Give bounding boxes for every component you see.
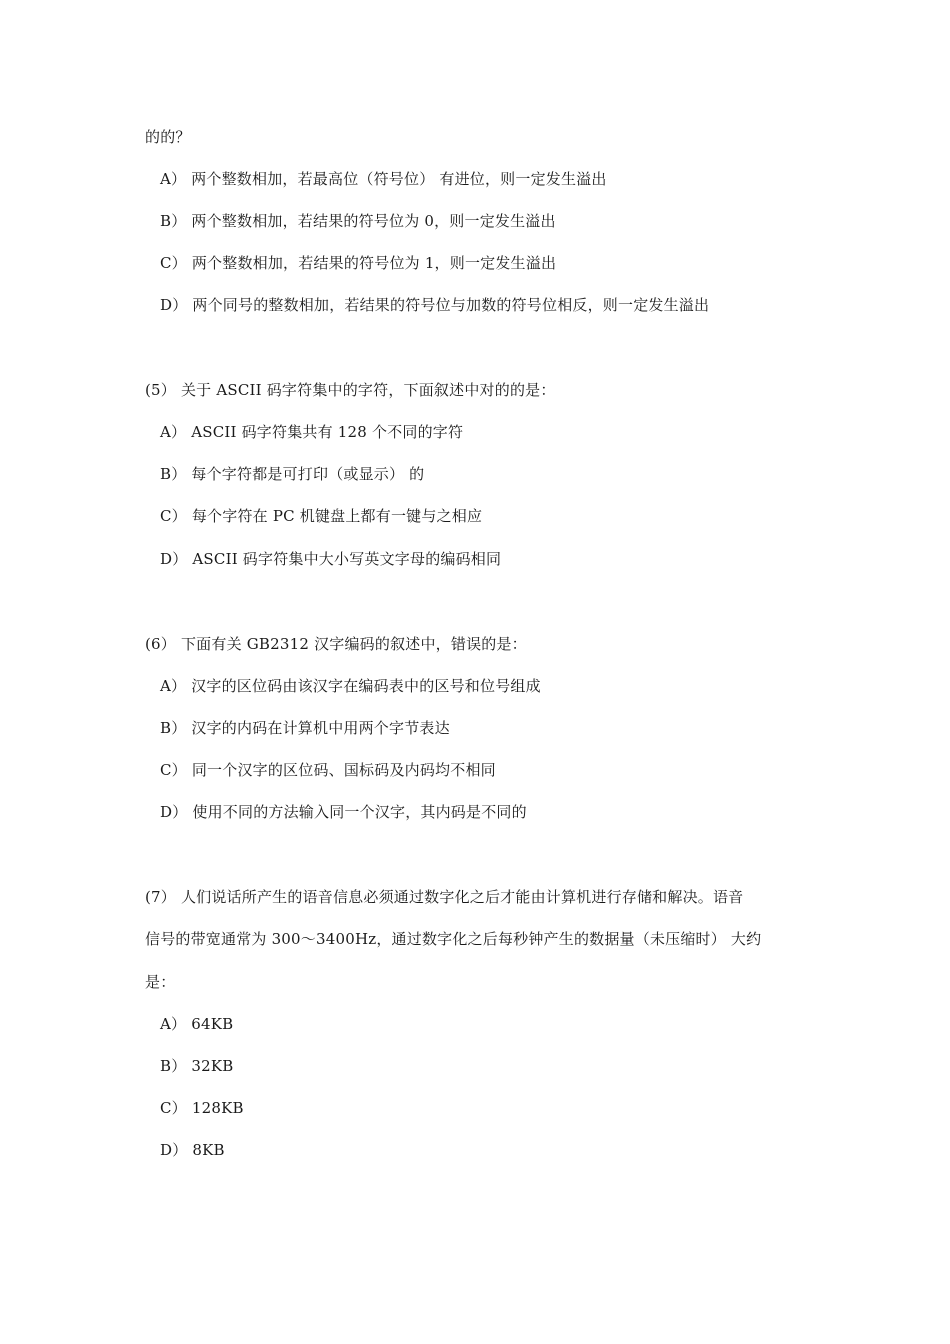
- q6-stem: (6） 下面有关 GB2312 汉字编码的叙述中，错误的是：: [145, 635, 527, 653]
- q7-option-c: C） 128KB: [160, 1099, 244, 1117]
- q4-option-c: C） 两个整数相加，若结果的符号位为 1，则一定发生溢出: [160, 254, 557, 272]
- q6-option-b: B） 汉字的内码在计算机中用两个字节表达: [160, 719, 450, 737]
- q4-option-a: A） 两个整数相加，若最高位（符号位） 有进位，则一定发生溢出: [160, 170, 607, 188]
- q7-stem-line-1: (7） 人们说话所产生的语音信息必须通过数字化之后才能由计算机进行存储和解决。语音: [145, 888, 744, 906]
- q5-option-d: D） ASCII 码字符集中大小写英文字母的编码相同: [160, 550, 502, 568]
- q7-option-d: D） 8KB: [160, 1141, 225, 1159]
- q7-option-b: B） 32KB: [160, 1057, 234, 1075]
- q5-option-b: B） 每个字符都是可打印（或显示） 的: [160, 465, 425, 483]
- q7-option-a: A） 64KB: [160, 1015, 234, 1033]
- q7-stem-line-2: 信号的带宽通常为 300～3400Hz，通过数字化之后每秒钟产生的数据量（未压缩时） 大约: [145, 930, 762, 948]
- continuation-text: 的的？: [145, 128, 191, 146]
- q5-option-a: A） ASCII 码字符集共有 128 个不同的字符: [160, 423, 464, 441]
- q6-option-d: D） 使用不同的方法输入同一个汉字，其内码是不同的: [160, 803, 527, 821]
- q4-option-d: D） 两个同号的整数相加，若结果的符号位与加数的符号位相反，则一定发生溢出: [160, 296, 710, 314]
- q6-option-a: A） 汉字的区位码由该汉字在编码表中的区号和位号组成: [160, 677, 541, 695]
- q7-stem-line-3: 是：: [145, 973, 176, 991]
- q4-option-b: B） 两个整数相加，若结果的符号位为 0，则一定发生溢出: [160, 212, 556, 230]
- q5-stem: (5） 关于 ASCII 码字符集中的字符，下面叙述中对的的是：: [145, 381, 556, 399]
- q5-option-c: C） 每个字符在 PC 机键盘上都有一键与之相应: [160, 507, 483, 525]
- q6-option-c: C） 同一个汉字的区位码、国标码及内码均不相同: [160, 761, 496, 779]
